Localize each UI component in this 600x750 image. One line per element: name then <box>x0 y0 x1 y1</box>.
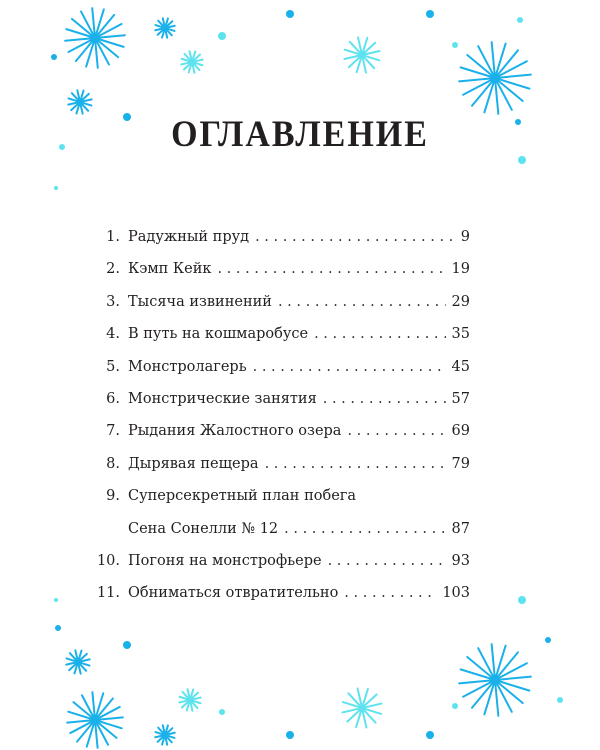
snow-dot <box>518 596 526 604</box>
toc-entry[interactable] <box>92 488 470 520</box>
page-number: 57 <box>451 390 470 407</box>
chapter-number: 7. <box>106 423 120 440</box>
toc-entry[interactable] <box>92 456 470 488</box>
chapter-title: Кэмп Кейк <box>128 261 212 278</box>
page-number: 35 <box>451 326 470 343</box>
chapter-title: Обниматься отвратительно <box>128 585 339 602</box>
dot-leader <box>328 553 446 569</box>
page-number: 79 <box>451 455 470 472</box>
chapter-title: Рыдания Жалостного озера <box>128 423 342 440</box>
snow-dot <box>545 637 551 643</box>
dot-leader <box>314 326 445 342</box>
chapter-title: Монстрические занятия <box>128 390 317 407</box>
snow-dot <box>518 156 526 164</box>
table-of-contents <box>92 229 470 618</box>
chapter-number: 4. <box>106 326 120 343</box>
snow-dot <box>219 709 225 715</box>
toc-entry[interactable] <box>92 553 470 585</box>
chapter-number: 10. <box>96 552 120 569</box>
chapter-number: 6. <box>106 390 120 407</box>
snowflake-icon <box>459 644 531 716</box>
snow-dot <box>54 186 58 190</box>
dot-leader <box>255 229 455 245</box>
chapter-title: Радужный пруд <box>128 229 250 245</box>
chapter-title: Суперсекретный план побега <box>128 488 357 505</box>
toc-entry[interactable] <box>92 359 470 391</box>
chapter-title: Сена Сонелли № 12 <box>128 520 279 537</box>
snowflake-icon <box>342 688 381 727</box>
toc-entry[interactable] <box>92 521 470 553</box>
page-number: 87 <box>451 520 470 537</box>
dot-leader <box>347 423 445 439</box>
page-number: 69 <box>451 423 470 440</box>
dot-leader <box>253 359 446 375</box>
snow-dot <box>123 641 131 649</box>
toc-entry[interactable] <box>92 585 470 617</box>
snowflake-icon <box>155 725 175 745</box>
snowflake-icon <box>68 90 91 113</box>
snow-dot <box>452 703 458 709</box>
snow-dot <box>426 10 434 18</box>
toc-entry[interactable] <box>92 261 470 293</box>
dot-leader <box>323 391 446 407</box>
snow-dot <box>54 598 58 602</box>
snowflake-icon <box>155 18 175 38</box>
snowflake-icon <box>179 689 200 710</box>
chapter-title: Тысяча извинений <box>128 293 272 310</box>
page-number: 93 <box>451 552 470 569</box>
page-number: 45 <box>451 358 470 375</box>
snowflake-icon <box>67 692 123 748</box>
chapter-title: Дырявая пещера <box>128 455 259 472</box>
chapter-title: Монстролагерь <box>128 358 247 375</box>
snow-dot <box>452 42 458 48</box>
snowflake-icon <box>181 51 202 72</box>
chapter-number: 8. <box>106 455 120 472</box>
snow-dot <box>55 625 61 631</box>
page-number: 103 <box>442 585 470 602</box>
page-title: ОГЛАВЛЕНИЕ <box>171 114 429 155</box>
snowflake-icon <box>459 42 531 114</box>
chapter-number: 2. <box>106 261 120 278</box>
chapter-number: 9. <box>106 488 120 505</box>
toc-entry[interactable] <box>92 229 470 261</box>
snow-dot <box>557 697 563 703</box>
dot-leader <box>344 585 436 601</box>
chapter-number: 1. <box>106 229 120 245</box>
snow-dot <box>51 54 57 60</box>
snowflake-icon <box>66 650 89 673</box>
snow-dot <box>517 17 523 23</box>
snow-dot <box>286 10 294 18</box>
snow-dot <box>218 32 226 40</box>
chapter-number: 11. <box>96 585 120 602</box>
toc-entry[interactable] <box>92 391 470 423</box>
chapter-title: Погоня на монстрофьере <box>128 552 322 569</box>
toc-entry[interactable] <box>92 294 470 326</box>
chapter-title: В путь на кошмаробусе <box>128 326 309 343</box>
page-number: 29 <box>451 293 470 310</box>
snow-dot <box>286 731 294 739</box>
snow-dot <box>426 731 434 739</box>
dot-leader <box>284 521 445 537</box>
chapter-number: 5. <box>106 358 120 375</box>
snowflake-icon <box>65 8 125 68</box>
chapter-number: 3. <box>106 293 120 310</box>
page-number: 19 <box>451 261 470 278</box>
snowflake-icon <box>344 37 379 72</box>
dot-leader <box>217 261 445 277</box>
dot-leader <box>278 294 446 310</box>
toc-entry[interactable] <box>92 326 470 358</box>
page-number: 9 <box>460 229 470 245</box>
dot-leader <box>265 456 446 472</box>
toc-entry[interactable] <box>92 423 470 455</box>
